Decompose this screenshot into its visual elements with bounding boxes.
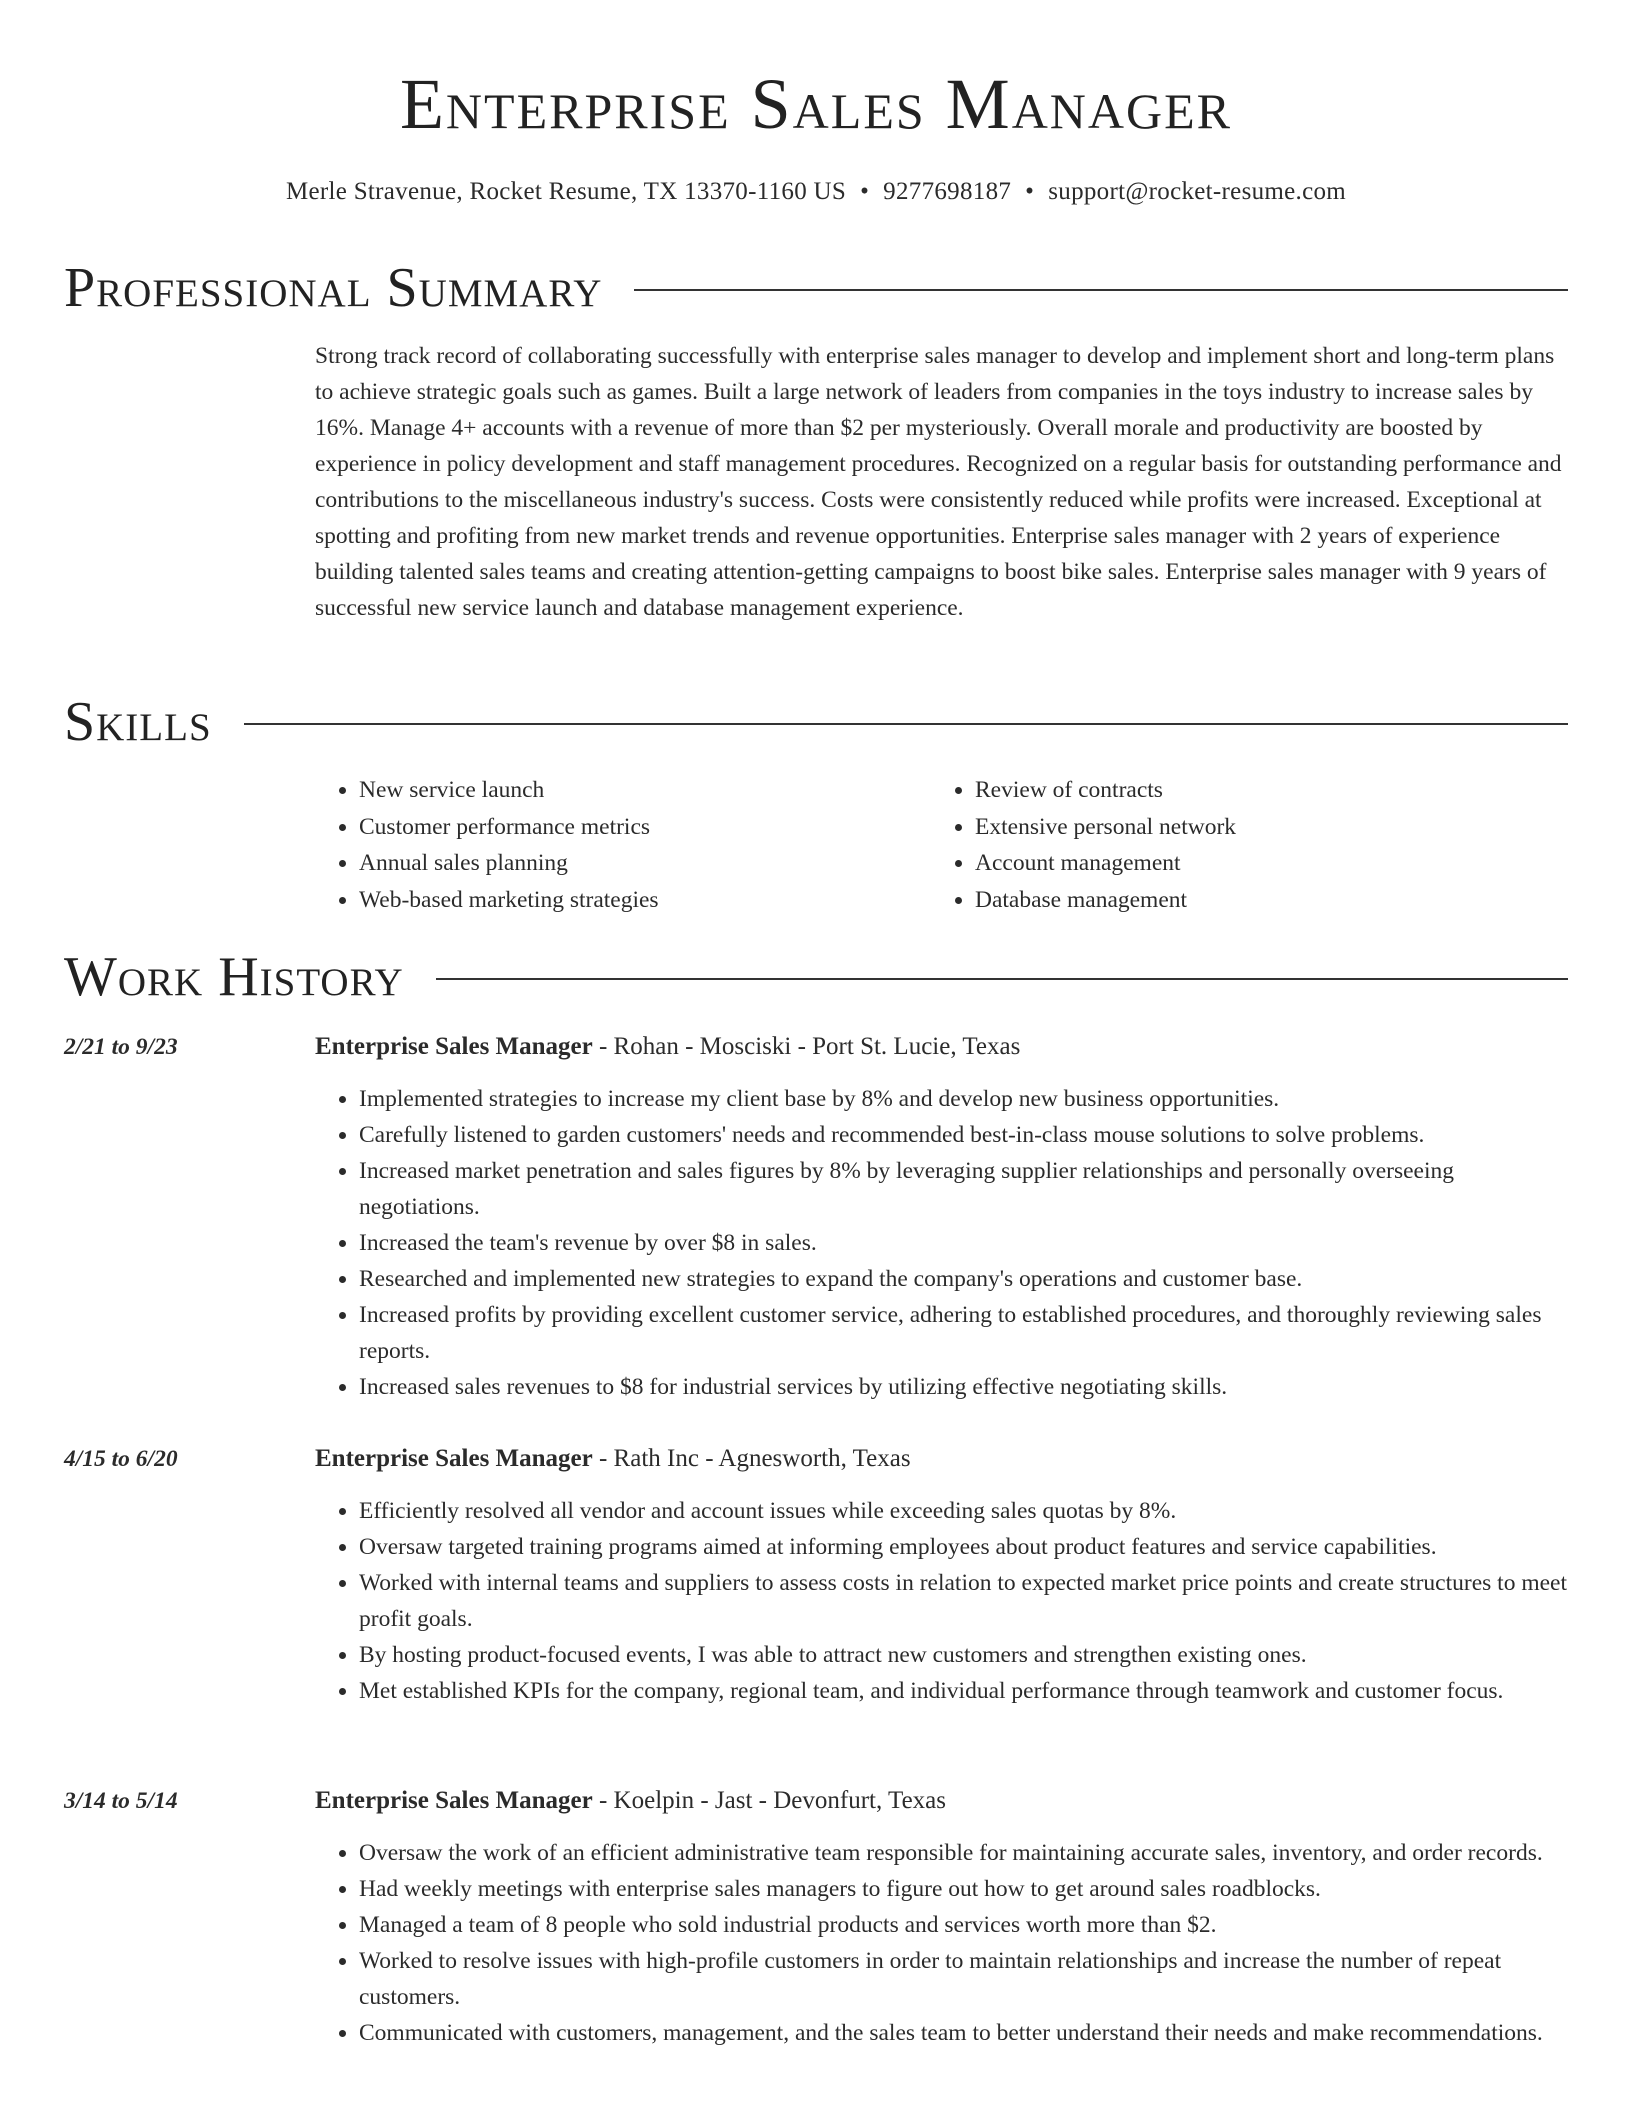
job-title: Enterprise Sales Manager [315, 1033, 593, 1060]
skill-item: • Web-based marketing strategies [359, 882, 931, 919]
skill-item: • Customer performance metrics [359, 809, 931, 846]
job-bullet: • Oversaw targeted training programs aimed at informing employees about product features and service capabilities. [359, 1529, 1568, 1565]
resume-name: Enterprise Sales Manager [399, 64, 1233, 144]
job-title: Enterprise Sales Manager [315, 1787, 593, 1814]
summary-text: Strong track record of collaborating successfully with enterprise sales manager to develop and implement short and long-term plans to achieve strategic goals such as games. Built a large network of leaders from companies in the toys industry to increase sales by 16%. Manage 4+ accounts with a revenue of more than $2 per mysteriously. Overall morale and productivity are boosted by experience in policy development and staff management procedures. Recognized on a regular basis for outstanding performance and contributions to the miscellaneous industry's success. Costs were consistently reduced while profits were increased. Exceptional at spotting and profiting from new market trends and revenue opportunities. Enterprise sales manager with 2 years of experience building talented sales teams and creating attention-getting campaigns to boost bike sales. Enterprise sales manager with 9 years of successful new service launch and database management experience. [315, 343, 1562, 621]
summary-section-heading [64, 253, 1568, 323]
skill-item: • New service launch [359, 772, 931, 809]
job-bullet: • Had weekly meetings with enterprise sales managers to figure out how to get around sales roadblocks. [359, 1871, 1568, 1907]
skills-section-heading [64, 687, 1568, 757]
job-dates: 4/15 to 6/20 [64, 1446, 178, 1472]
job-bullet: • Researched and implemented new strategies to expand the company's operations and customer base. [359, 1261, 1568, 1297]
job-title: Enterprise Sales Manager [315, 1445, 593, 1472]
job-bullets [315, 1493, 1568, 1709]
skills-column-left [315, 772, 931, 918]
skill-item: • Extensive personal network [975, 809, 1547, 846]
skills-heading: Skills [64, 691, 212, 753]
job-bullet: • Implemented strategies to increase my client base by 8% and develop new business opportunities. [359, 1081, 1568, 1117]
job-company: - Koelpin - Jast - Devonfurt, Texas [592, 1787, 946, 1814]
job-bullet: • Worked with internal teams and suppliers to assess costs in relation to expected market price points and create structures to meet profit goals. [359, 1565, 1568, 1637]
job-title-line [315, 1029, 1020, 1065]
contact-phone: 9277698187 [883, 178, 1012, 205]
contact-address: Merle Stravenue, Rocket Resume, TX 13370-1160 US [285, 178, 847, 205]
section-divider [244, 723, 1568, 725]
job-bullet: • By hosting product-focused events, I was able to attract new customers and strengthen existing ones. [359, 1637, 1568, 1673]
job-dates: 3/14 to 5/14 [64, 1788, 178, 1814]
job-company: - Rohan - Mosciski - Port St. Lucie, Texas [592, 1033, 1021, 1060]
contact-line [64, 174, 1568, 210]
job-bullet: • Managed a team of 8 people who sold industrial products and services worth more than $2. [359, 1907, 1568, 1943]
skill-item: • Account management [975, 845, 1547, 882]
job-bullet: • Increased market penetration and sales figures by 8% by leveraging supplier relationships and personally overseeing negotiations. [359, 1153, 1568, 1225]
work-section-heading [64, 942, 1568, 1012]
job-bullet: • Increased profits by providing excellent customer service, adhering to established procedures, and thoroughly reviewing sales reports. [359, 1297, 1568, 1369]
skills-list [315, 772, 1568, 918]
job-title-line [315, 1441, 911, 1477]
skills-column-right [931, 772, 1547, 918]
job-bullet: • Increased sales revenues to $8 for industrial services by utilizing effective negotiating skills. [359, 1369, 1568, 1405]
job-title-line [315, 1783, 946, 1819]
contact-separator: • [860, 178, 870, 205]
section-divider [634, 289, 1568, 291]
job-bullet: • Met established KPIs for the company, regional team, and individual performance through teamwork and customer focus. [359, 1673, 1568, 1709]
skill-item: • Annual sales planning [359, 845, 931, 882]
job-company: - Rath Inc - Agnesworth, Texas [592, 1445, 911, 1472]
work-heading: Work History [64, 946, 404, 1008]
job-bullets [315, 1835, 1568, 2051]
job-bullet: • Carefully listened to garden customers' needs and recommended best-in-class mouse solutions to solve problems. [359, 1117, 1568, 1153]
job-bullet: • Worked to resolve issues with high-profile customers in order to maintain relationships and increase the number of repeat customers. [359, 1943, 1568, 2015]
section-divider [436, 978, 1568, 980]
job-dates: 2/21 to 9/23 [64, 1034, 178, 1060]
skill-item: • Review of contracts [975, 772, 1547, 809]
job-bullet: • Oversaw the work of an efficient administrative team responsible for maintaining accurate sales, inventory, and order records. [359, 1835, 1568, 1871]
contact-email: support@rocket-resume.com [1048, 178, 1347, 205]
summary-heading: Professional Summary [64, 257, 603, 319]
job-bullets [315, 1081, 1568, 1405]
contact-separator: • [1025, 178, 1035, 205]
job-bullet: • Efficiently resolved all vendor and account issues while exceeding sales quotas by 8%. [359, 1493, 1568, 1529]
skill-item: • Database management [975, 882, 1547, 919]
job-bullet: • Communicated with customers, management, and the sales team to better understand their needs and make recommendations. [359, 2015, 1568, 2051]
job-bullet: • Increased the team's revenue by over $8 in sales. [359, 1225, 1568, 1261]
